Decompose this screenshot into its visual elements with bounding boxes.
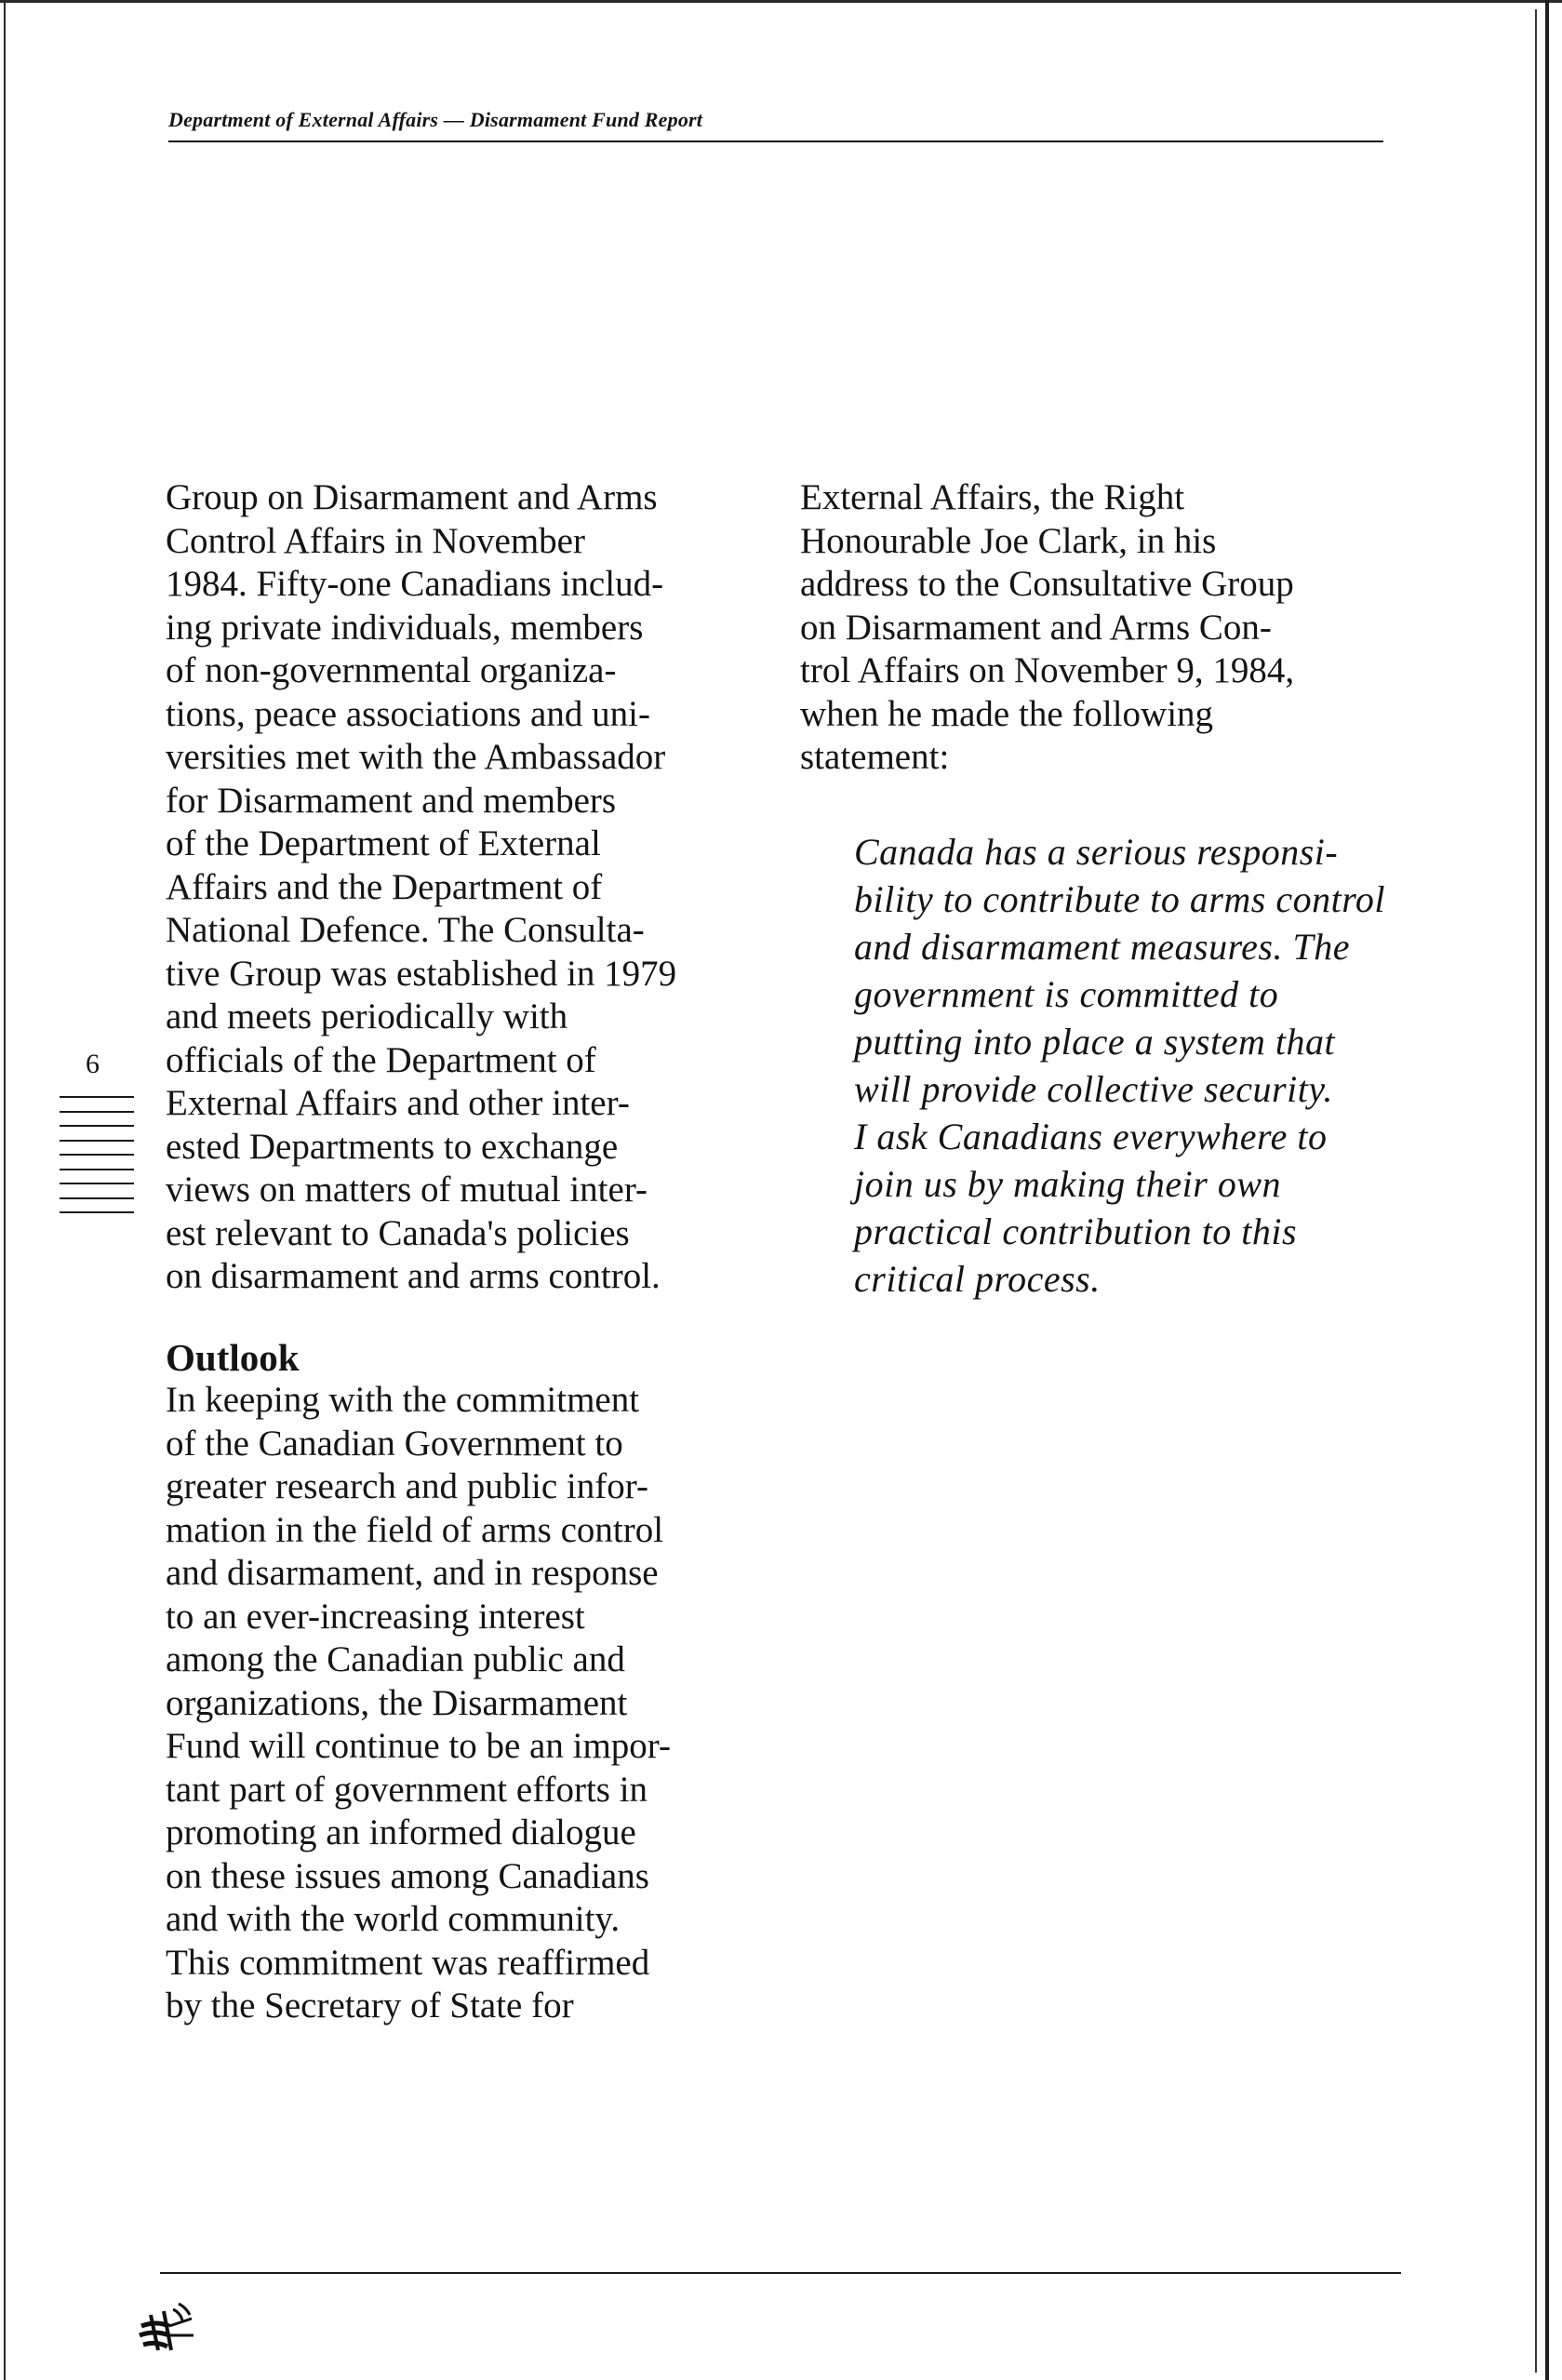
quote-line: practical contribution to this <box>854 1210 1298 1252</box>
quote-line: critical process. <box>854 1258 1101 1300</box>
text-line: National Defence. The Consulta- <box>166 910 645 950</box>
page-border-right-inner <box>1535 9 1537 2373</box>
text-line: This commitment was reaffirmed <box>166 1942 650 1983</box>
text-line: on these issues among Canadians <box>166 1855 649 1896</box>
text-line: statement: <box>800 737 950 777</box>
text-line: greater research and public infor- <box>166 1466 648 1506</box>
text-line: on disarmament and arms control. <box>166 1256 661 1296</box>
text-line: versities met with the Ambassador <box>166 737 666 777</box>
text-line: and with the world community. <box>166 1899 621 1939</box>
left-column <box>166 476 761 2028</box>
quote-line: putting into place a system that <box>854 1021 1336 1063</box>
page-border-left <box>4 0 6 2380</box>
text-line: Fund will continue to be an impor- <box>166 1726 671 1766</box>
text-line: 1984. Fifty-one Canadians includ- <box>166 564 664 604</box>
text-line: tions, peace associations and uni- <box>166 693 650 734</box>
section-heading-outlook: Outlook <box>166 1335 300 1379</box>
page-border-right <box>1545 0 1549 2380</box>
page-number: 6 <box>86 1049 100 1079</box>
right-paragraph <box>800 476 1395 780</box>
text-line: by the Secretary of State for <box>166 1986 574 2026</box>
publisher-mark-icon <box>138 2298 197 2354</box>
text-line: organizations, the Disarmament <box>166 1682 628 1723</box>
right-column <box>800 476 1395 780</box>
text-line: mation in the field of arms control <box>166 1509 664 1550</box>
text-line: and disarmament, and in response <box>166 1553 659 1593</box>
text-line: External Affairs, the Right <box>800 477 1185 517</box>
text-line: of the Canadian Government to <box>166 1423 623 1464</box>
continued-paragraph <box>166 476 761 1299</box>
text-line: External Affairs and other inter- <box>166 1083 630 1123</box>
text-line: tive Group was established in 1979 <box>166 953 677 994</box>
text-line: of the Department of External <box>166 823 601 863</box>
text-line: In keeping with the commitment <box>166 1380 640 1420</box>
outlook-paragraph <box>166 1379 761 2028</box>
quote-line: bility to contribute to arms control <box>854 878 1385 920</box>
quote-line: join us by making their own <box>854 1163 1282 1205</box>
text-line: officials of the Department of <box>166 1039 596 1080</box>
text-line: Honourable Joe Clark, in his <box>800 520 1217 561</box>
text-line: of non-governmental organiza- <box>166 650 617 690</box>
margin-rule-ornament <box>60 1096 134 1226</box>
quote-line: government is committed to <box>854 973 1279 1015</box>
text-line: for Disarmament and members <box>166 780 617 821</box>
text-line: Group on Disarmament and Arms <box>166 477 658 517</box>
text-line: to an ever-increasing interest <box>166 1596 585 1637</box>
text-line: Affairs and the Department of <box>166 866 603 907</box>
text-line: ested Departments to exchange <box>166 1126 619 1167</box>
footer-rule <box>160 2272 1401 2274</box>
text-line: ing private individuals, members <box>166 607 644 648</box>
text-line: Control Affairs in November <box>166 520 585 561</box>
quote-line: Canada has a serious responsi- <box>854 831 1339 873</box>
running-header: Department of External Affairs — Disarmament Fund Report <box>168 108 703 131</box>
page-border-top <box>0 0 1562 3</box>
text-line: on Disarmament and Arms Con- <box>800 607 1272 648</box>
quote-line: will provide collective security. <box>854 1068 1333 1110</box>
quote-line: and disarmament measures. The <box>854 926 1350 968</box>
text-line: when he made the following <box>800 693 1214 734</box>
text-line: views on matters of mutual inter- <box>166 1170 648 1210</box>
text-line: tant part of government efforts in <box>166 1769 648 1810</box>
block-quote <box>854 828 1412 1303</box>
quote-line: I ask Canadians everywhere to <box>854 1116 1328 1157</box>
text-line: trol Affairs on November 9, 1984, <box>800 650 1295 690</box>
text-line: promoting an informed dialogue <box>166 1812 636 1852</box>
text-line: est relevant to Canada's policies <box>166 1212 630 1253</box>
text-line: among the Canadian public and <box>166 1639 625 1679</box>
text-line: and meets periodically with <box>166 996 568 1036</box>
text-line: address to the Consultative Group <box>800 564 1294 604</box>
header-rule <box>168 140 1383 142</box>
